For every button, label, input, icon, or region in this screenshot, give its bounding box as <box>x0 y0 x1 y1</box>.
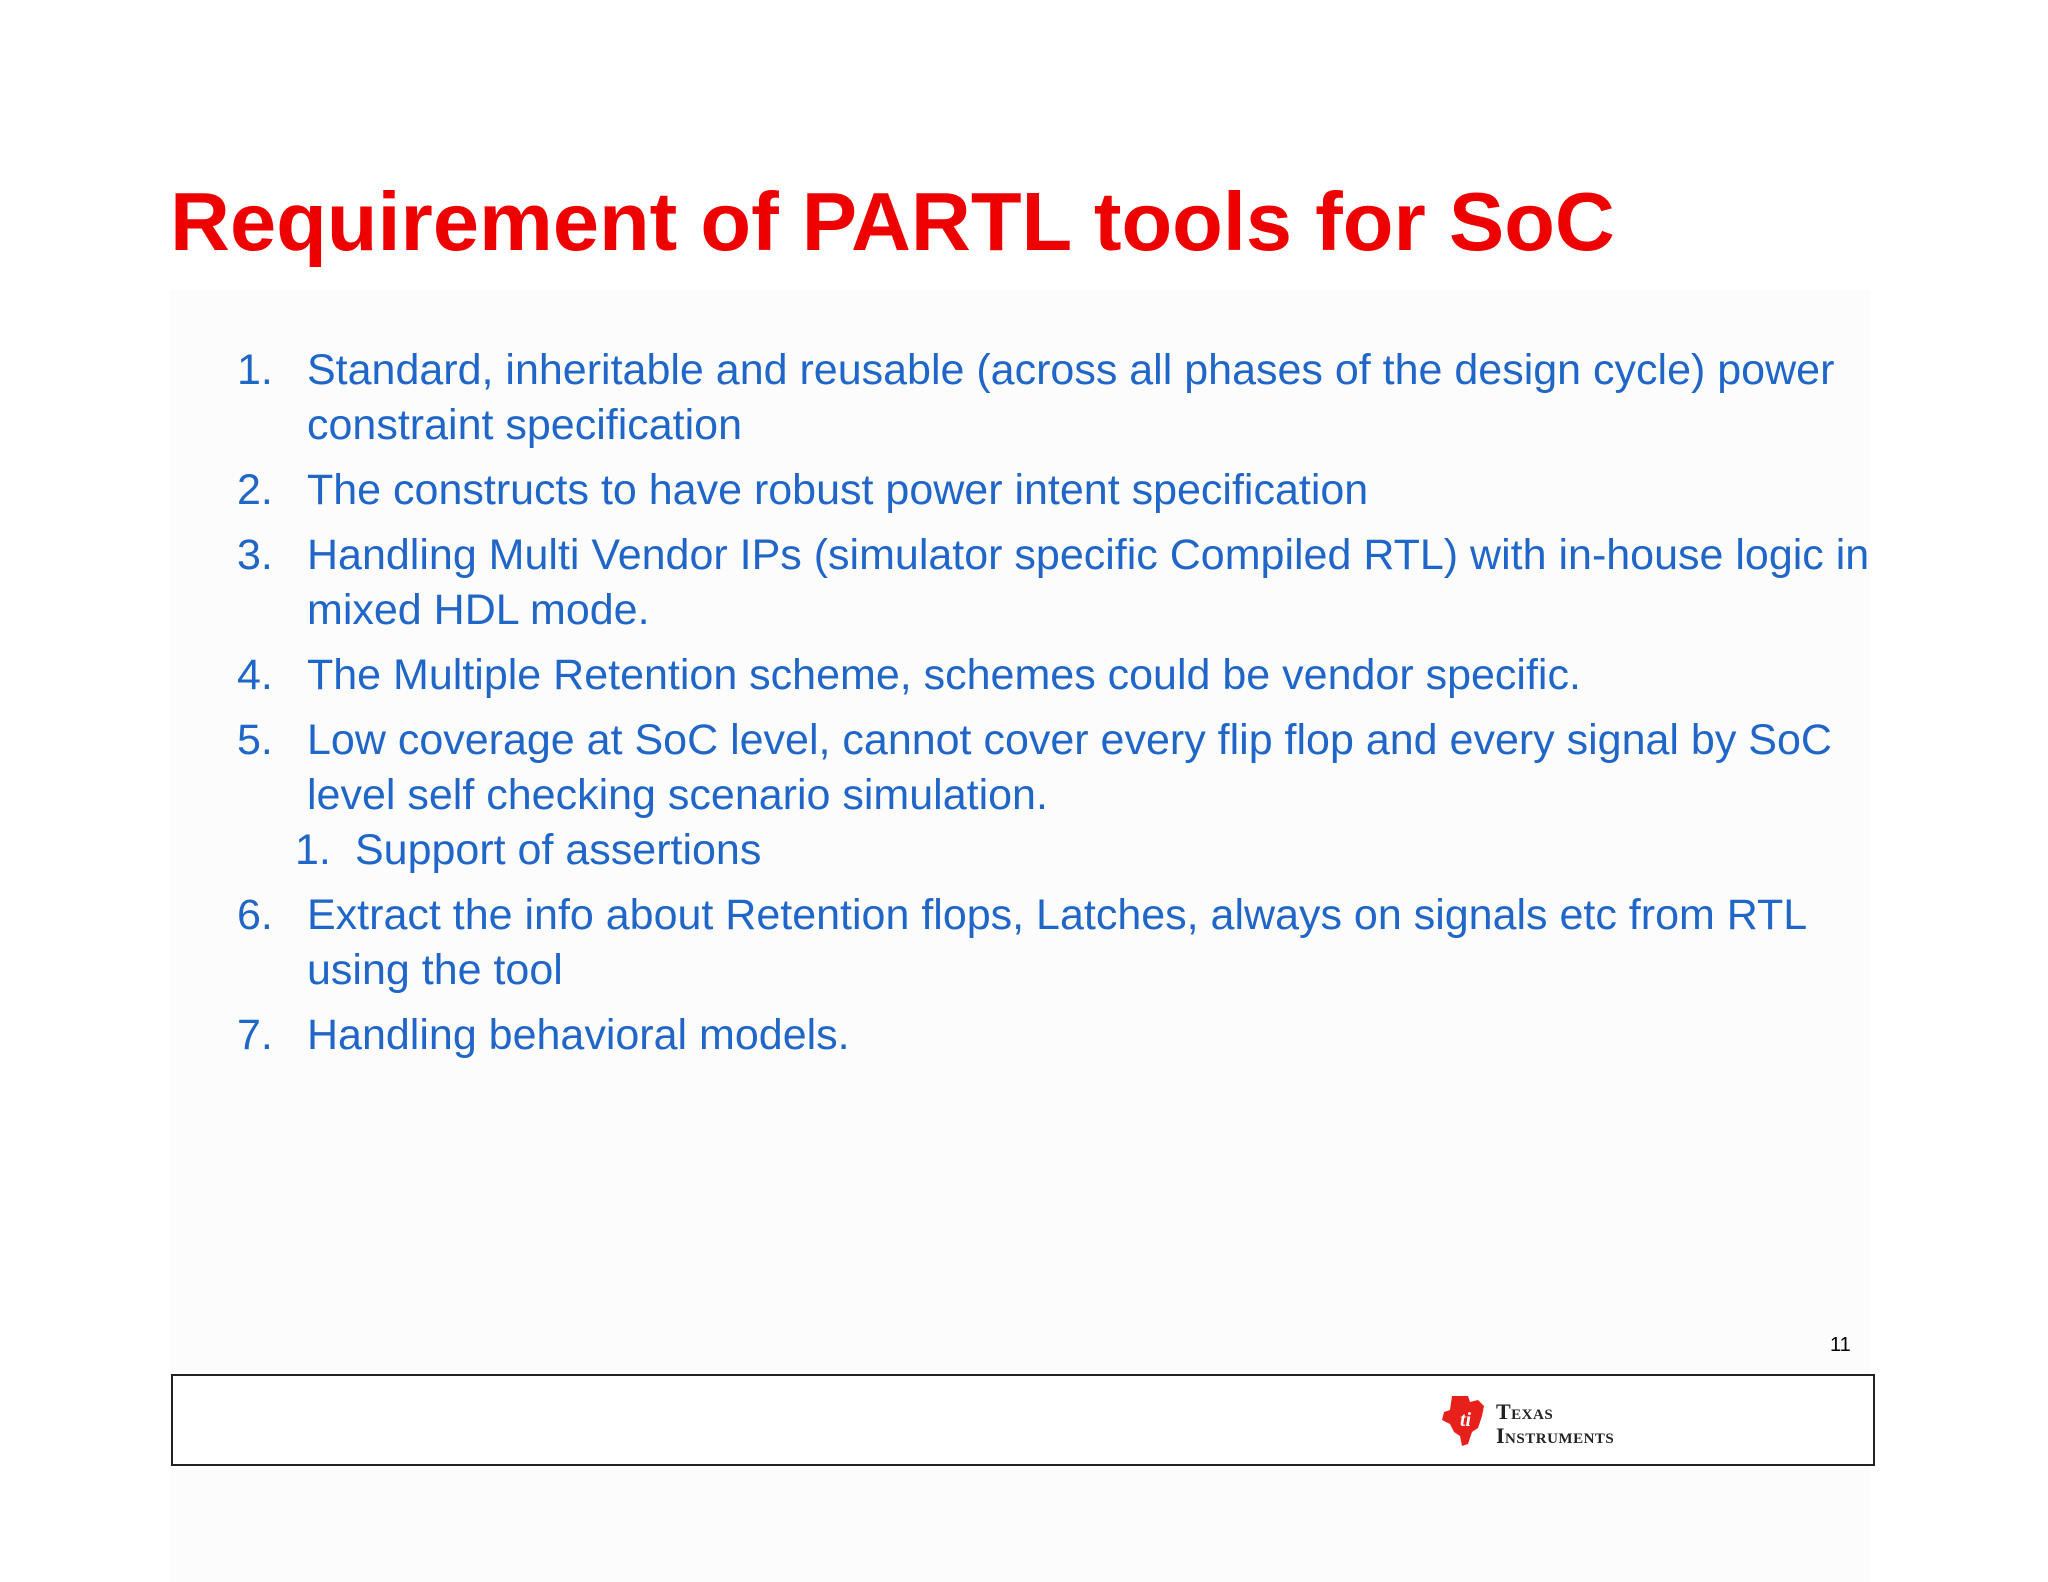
list-item-number: 3. <box>237 531 273 579</box>
list-item-text: Standard, inheritable and reusable (across all phases of the design cycle) power constraint specification <box>307 346 1835 449</box>
list-item <box>237 463 1877 518</box>
list-item-number: 7. <box>237 1011 273 1059</box>
list-item <box>237 648 1877 703</box>
list-item <box>237 528 1877 638</box>
logo-line-1: Texas <box>1496 1399 1554 1424</box>
slide-title: Requirement of PARTL tools for SoC <box>170 175 1615 268</box>
list-item-number: 2. <box>237 466 273 514</box>
page-number: 11 <box>1830 1334 1851 1356</box>
sub-list-item-number: 1. <box>295 826 331 874</box>
list-item-text: The Multiple Retention scheme, schemes could be vendor specific. <box>307 651 1581 699</box>
sub-list-item-text: Support of assertions <box>355 826 762 874</box>
ti-emblem-icon <box>1438 1392 1490 1448</box>
list-item <box>237 343 1877 453</box>
list-item-number: 5. <box>237 716 273 764</box>
list-item-number: 6. <box>237 891 273 939</box>
list-item <box>237 888 1877 998</box>
list-item <box>237 713 1877 823</box>
requirement-list <box>237 343 1877 1073</box>
svg-text:ti: ti <box>1460 1409 1472 1431</box>
texas-instruments-logo <box>1438 1390 1678 1452</box>
list-item-text: Low coverage at SoC level, cannot cover every flip flop and every signal by SoC level self checking scenario simulation. <box>307 716 1832 819</box>
list-item-text: Handling Multi Vendor IPs (simulator specific Compiled RTL) with in-house logic in mixed HDL mode. <box>307 531 1870 634</box>
list-item-text: Extract the info about Retention flops, Latches, always on signals etc from RTL using the tool <box>307 891 1806 994</box>
list-item-number: 1. <box>237 346 273 394</box>
logo-wordmark <box>1496 1400 1614 1448</box>
list-item-text: Handling behavioral models. <box>307 1011 850 1059</box>
list-item-text: The constructs to have robust power intent specification <box>307 466 1369 514</box>
list-item <box>237 1008 1877 1063</box>
list-item-number: 4. <box>237 651 273 699</box>
logo-line-2: Instruments <box>1496 1423 1615 1448</box>
sub-list-item <box>237 823 1877 878</box>
